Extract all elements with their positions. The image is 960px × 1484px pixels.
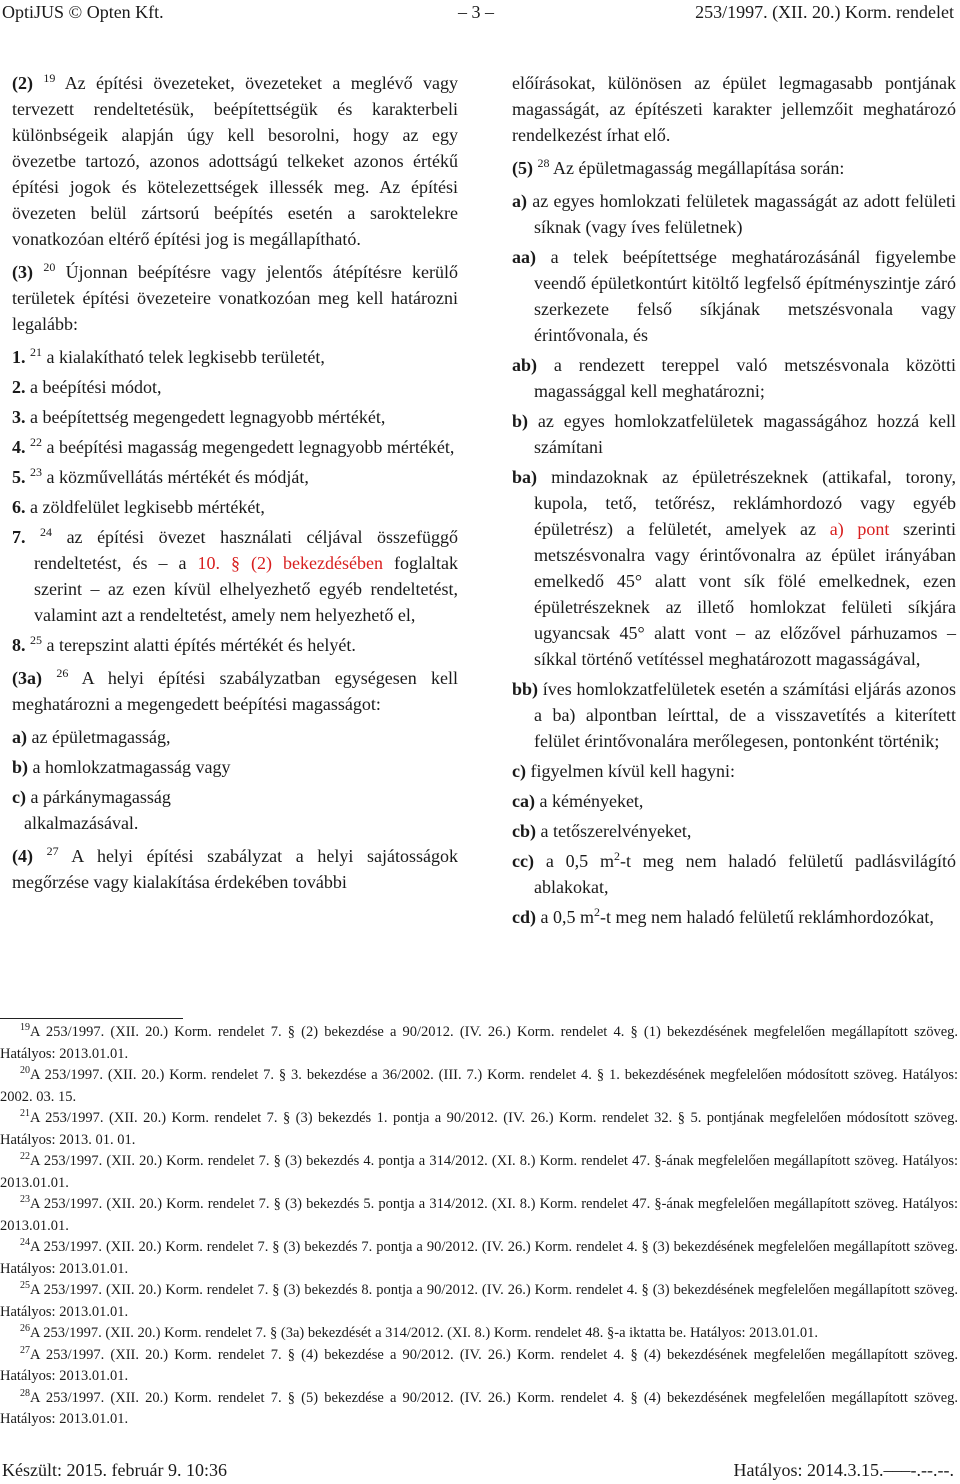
item-letter: aa) (512, 247, 536, 267)
footnote-text: A 253/1997. (XII. 20.) Korm. rendelet 7. § (3) bekezdés 5. pontja a 314/2012. (XI. 8.) Korm. rendelet 47. §-ának megfelelően megállapított szöveg. Hatályos: 2013.01.01. (0, 1196, 958, 1234)
footnote (0, 1388, 958, 1431)
header-regulation-title: 253/1997. (XII. 20.) Korm. rendelet (695, 2, 954, 22)
item-text: az építési övezet használati céljával összefüggő rendeltetést, és – a (34, 527, 459, 573)
footnote-number: 22 (20, 1151, 30, 1162)
item-letter: cb) (512, 821, 536, 841)
footnote (0, 1345, 958, 1388)
footnote-text: A 253/1997. (XII. 20.) Korm. rendelet 7. § (4) bekezdése a 90/2012. (IV. 26.) Korm. rendelet 4. § (4) bekezdésének megfelelően megállapított szöveg. Hatályos: 2013.01.01. (0, 1346, 958, 1384)
footnote-number: 21 (20, 1108, 30, 1119)
footnote-number: 25 (20, 1280, 30, 1291)
footnote-divider (0, 1018, 183, 1019)
item-number: 8. (12, 635, 26, 655)
item-text: íves homlokzatfelületek esetén a számítási eljárás azonos a ba) alpontban leírttal, de a visszavetítés a kiterített felület érintővonalára merőlegesen, pontonként történik; (534, 679, 956, 751)
footnote (0, 1151, 958, 1194)
paragraph-number: (4) (12, 846, 33, 866)
item-text: a közművellátás mértékét és módját, (46, 467, 309, 487)
paragraph-text: A helyi építési szabályzatban egységesen kell meghatározni a megengedett beépítési magasságot: (12, 668, 459, 714)
superscript: 2 (594, 905, 600, 919)
item-letter: c) (512, 761, 526, 781)
footnote-ref[interactable]: 25 (30, 633, 42, 647)
paragraph-5 (512, 155, 956, 181)
list-item (512, 758, 956, 784)
footnote (0, 1108, 958, 1151)
footnote-text: A 253/1997. (XII. 20.) Korm. rendelet 7. § (3) bekezdés 4. pontja a 314/2012. (XI. 8.) Korm. rendelet 47. §-ának megfelelően megállapított szöveg. Hatályos: 2013.01.01. (0, 1153, 958, 1191)
item-number: 1. (12, 347, 26, 367)
footnote-text: A 253/1997. (XII. 20.) Korm. rendelet 7. § 3. bekezdése a 36/2002. (III. 7.) Korm. rendelet 4. § 1. bekezdésének megfelelően módosított szöveg. Hatályos: 2002. 03. 15. (0, 1067, 958, 1105)
item-letter: a) (512, 191, 527, 211)
footnote-ref[interactable]: 26 (56, 666, 69, 680)
item-letter: ab) (512, 355, 538, 375)
footnote-number: 24 (20, 1237, 30, 1248)
footnote-text: A 253/1997. (XII. 20.) Korm. rendelet 7. § (3) bekezdés 8. pontja a 90/2012. (IV. 26.) Korm. rendelet 4. § (3) bekezdésének megfelelően megállapított szöveg. Hatályos: 2013.01.01. (0, 1282, 958, 1320)
item-text: a kéményeket, (539, 791, 644, 811)
footnote-number: 27 (20, 1344, 30, 1356)
list-item (512, 244, 956, 348)
item-text: a rendezett tereppel való metszésvonala közötti magassággal kell meghatározni; (534, 355, 956, 401)
item-letter: b) (512, 411, 529, 431)
item-text: a párkánymagasság (30, 787, 171, 807)
cross-reference-link[interactable]: 10. § (2) bekezdésében (197, 553, 383, 573)
item-number: 4. (12, 437, 26, 457)
item-letter: ca) (512, 791, 535, 811)
list-item (512, 676, 956, 754)
footer-effective-date: Hatályos: 2014.3.15.–––-.--.--. (733, 1460, 954, 1480)
paragraph-text: Újonnan beépítésre vagy jelentős átépítésre kerülő területek építési övezeteire vonatkozóan meg kell határozni legalább: (12, 262, 459, 334)
paragraph-text: Az épületmagasság megállapítása során: (553, 158, 845, 178)
footnotes (0, 1022, 958, 1431)
paragraph-4 (12, 843, 458, 895)
superscript: 2 (613, 849, 620, 863)
item-text: a 0,5 m (540, 907, 594, 927)
right-column (512, 70, 956, 934)
list-item (512, 788, 956, 814)
item-text: a kialakítható telek legkisebb területét, (46, 347, 325, 367)
item-number: 7. (12, 527, 26, 547)
item-text: a telek beépítettsége meghatározásánál figyelembe veendő épületkontúrt kitöltő legfelső építményszintje záró szerkezete felső síkjának metszésvonala vagy érintővonala, és (534, 247, 956, 345)
list-item (512, 818, 956, 844)
footnote (0, 1022, 958, 1065)
footnote-text: A 253/1997. (XII. 20.) Korm. rendelet 7. § (2) bekezdése a 90/2012. (IV. 26.) Korm. rendelet 4. § (1) bekezdésének megfelelően megállapított szöveg. Hatályos: 2013.01.01. (0, 1024, 958, 1062)
paragraph-number: (5) (512, 158, 533, 178)
item-number: 2. (12, 377, 26, 397)
paragraph-2 (12, 70, 458, 252)
footnote-text: A 253/1997. (XII. 20.) Korm. rendelet 7. § (3) bekezdés 7. pontja a 90/2012. (IV. 26.) Korm. rendelet 4. § (3) bekezdésének megfelelően megállapított szöveg. Hatályos: 2013.01.01. (0, 1239, 958, 1277)
list-item (12, 494, 458, 520)
item-text: az egyes homlokzati felületek magasságát az adott felületi síknak (vagy íves felületnek) (532, 191, 957, 237)
footnote-ref[interactable]: 21 (30, 345, 42, 359)
list-item (512, 408, 956, 460)
footnote (0, 1323, 958, 1345)
item-text: az épületmagasság, (31, 727, 171, 747)
list-item (12, 344, 458, 370)
header-publisher: OptiJUS © Opten Kft. (2, 2, 164, 22)
footnote-text: A 253/1997. (XII. 20.) Korm. rendelet 7. § (5) bekezdése a 90/2012. (IV. 26.) Korm. rendelet 4. § (4) bekezdésének megfelelően megállapított szöveg. Hatályos: 2013.01.01. (0, 1389, 958, 1427)
paragraph-3a (12, 665, 458, 717)
item-letter: cd) (512, 907, 536, 927)
list-item (12, 524, 458, 628)
footnote-ref[interactable]: 19 (43, 71, 56, 85)
item-text: -t meg nem haladó felületű reklámhordozókat, (600, 907, 934, 927)
footnote (0, 1194, 958, 1237)
paragraph-3 (12, 259, 458, 337)
footnote-ref[interactable]: 23 (30, 465, 42, 479)
footnote-ref[interactable]: 27 (46, 844, 59, 858)
item-text: figyelmen kívül kell hagyni: (530, 761, 735, 781)
item-text: a tetőszerelvényeket, (540, 821, 692, 841)
footnote-ref[interactable]: 28 (537, 156, 550, 170)
item-text: a beépítési magasság megengedett legnagyobb mértékét, (46, 437, 455, 457)
item-letter: cc) (512, 851, 534, 871)
footer-generated-date: Készült: 2015. február 9. 10:36 (2, 1460, 227, 1480)
footnote-number: 19 (20, 1022, 30, 1033)
footnote-text: A 253/1997. (XII. 20.) Korm. rendelet 7. § (3) bekezdés 1. pontja a 90/2012. (IV. 26.) Korm. rendelet 32. § 5. pontjának megfelelően módosított szöveg. Hatályos: 2013. 01. 01. (0, 1110, 958, 1148)
paragraph-text: A helyi építési szabályzat a helyi sajátosságok megőrzése vagy kialakítása érdekében további (12, 846, 459, 892)
list-item (12, 374, 458, 400)
item-letter: c) (12, 787, 26, 807)
footnote (0, 1280, 958, 1323)
item-text: a terepszint alatti építés mértékét és helyét. (46, 635, 356, 655)
item-text: a beépítési módot, (30, 377, 162, 397)
item-text: a 0,5 m (545, 851, 614, 871)
footnote (0, 1237, 958, 1280)
list-item (12, 464, 458, 490)
item-number: 3. (12, 407, 26, 427)
item-text: foglaltak szerint – az ezen kívül elhelyezhető egyéb rendeltetést, valamint azt a rendeltetést, amely nem helyezhető el, (34, 553, 458, 625)
item-text: szerinti metszésvonalra vagy érintővonalra az épület irányában emelkedő 45° alatt vont sík fölé emelkednek, ezen épületrészeknek az illető homlokzat felületi síkjára ugyancsak 45° alatt vont – az előzővel párhuzamos – síkkal történő vetítéssel meghatározott magasságával, (534, 519, 957, 669)
footnote-number: 20 (20, 1065, 30, 1076)
list-item (12, 632, 458, 658)
item-text: az egyes homlokzatfelületek magasságához hozzá kell számítani (534, 411, 956, 457)
footnote (0, 1065, 958, 1108)
header-page-number: – 3 – (458, 2, 494, 22)
cross-reference-link[interactable]: a) pont (829, 519, 890, 539)
item-letter: b) (12, 757, 29, 777)
paragraph-number: (2) (12, 73, 33, 93)
footnote-ref[interactable]: 20 (43, 260, 56, 274)
paragraph-text: Az építési övezeteket, övezeteket a meglévő vagy tervezett rendeltetésük, beépítettségük és karakterbeli különbségeik alapján úgy kell besorolni, hogy az egy övezetbe tartozó, azonos adottságú telkeket azonos értékű építési jogok és kötelezettségek illessék meg. Az építési övezeten belül zártsorú beépítés esetén a saroktelekre vonatkozóan eltérő építési jog is megállapítható. (12, 73, 458, 249)
footnote-number: 23 (20, 1194, 30, 1205)
footnote-number: 26 (20, 1323, 30, 1334)
item-letter: a) (12, 727, 27, 747)
item-letter: bb) (512, 679, 539, 699)
item-number: 5. (12, 467, 26, 487)
paragraph-number: (3) (12, 262, 33, 282)
list-item (12, 724, 458, 750)
item-text: a zöldfelület legkisebb mértékét, (30, 497, 265, 517)
list-item (12, 404, 458, 430)
list-item (12, 434, 458, 460)
list-item (512, 352, 956, 404)
item-text: a homlokzatmagasság vagy (32, 757, 231, 777)
footnote-number: 28 (20, 1387, 30, 1399)
list-item (512, 848, 956, 900)
item-letter: ba) (512, 467, 538, 487)
list-item (12, 784, 458, 810)
list-item (12, 754, 458, 780)
left-column (12, 70, 458, 902)
list-item (512, 188, 956, 240)
item-number: 6. (12, 497, 26, 517)
footnote-text: A 253/1997. (XII. 20.) Korm. rendelet 7. § (3a) bekezdését a 314/2012. (XI. 8.) Korm. rendelet 48. §-a iktatta be. Hatályos: 2013.01.01. (30, 1325, 819, 1341)
item-text: -t meg nem haladó felületű padlásvilágító ablakokat, (534, 851, 956, 897)
footnote-ref[interactable]: 24 (40, 525, 53, 539)
item-text: a beépítettség megengedett legnagyobb mértékét, (30, 407, 386, 427)
closing-text: alkalmazásával. (24, 813, 139, 833)
paragraph-number: (3a) (12, 668, 42, 688)
list-item (512, 464, 956, 672)
paragraph-4-continued: előírásokat, különösen az épület legmagasabb pontjának magasságát, az építészeti karakter jellemzőit meghatározó rendelkezést írhat elő. (512, 73, 956, 145)
footnote-ref[interactable]: 22 (30, 435, 42, 449)
list-item (512, 904, 956, 930)
item-text: mindazoknak az épületrészeknek (attikafal, torony, kupola, tető, tetőrész, reklámhordozó vagy egyéb épületrész) a felületét, amelyek az (534, 467, 956, 539)
